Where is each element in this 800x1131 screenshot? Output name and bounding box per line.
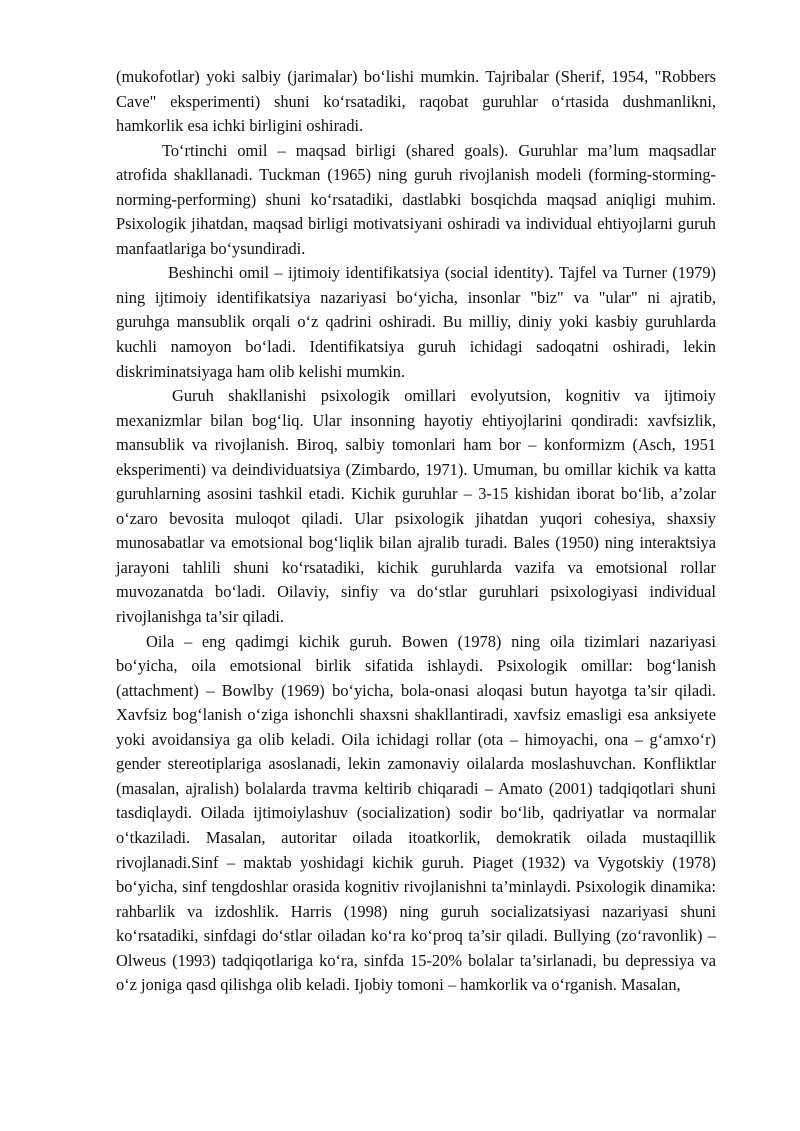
paragraph-continuation: (mukofotlar) yoki salbiy (jarimalar) bo‘lishi mumkin. Tajribalar (Sherif, 1954, "Robbers Cave" eksperimenti) shuni ko‘rsatadiki, raqobat guruhlar o‘rtasida dushmanlikni, hamkorlik esa ichki birligini oshiradi. <box>116 67 716 136</box>
paragraph-family-class: Oila – eng qadimgi kichik guruh. Bowen (1978) ning oila tizimlari nazariyasi bo‘yicha, oila emotsional birlik sifatida ishlaydi. Psixologik omillar: bog‘lanish (attachment) – Bowlby (1969) bo‘yicha, bola-onasi aloqasi butun hayotga ta’sir qiladi. Xavfsiz bog‘lanish o‘ziga ishonchli shaxsni shakllantiradi, xavfsiz emasligi esa anksiyete yoki avoidansiya ga olib keladi. Oila ichidagi rollar (ota – himoyachi, ona – g‘amxo‘r) gender stereotiplariga asoslanadi, lekin zamonaviy oilalarda moslashuvchan. Konfliktlar (masalan, ajralish) bolalarda travma keltirib chiqaradi – Amato (2001) tadqiqotlari shuni tasdiqlaydi. Oilada ijtimoiylashuv (socialization) sodir bo‘lib, qadriyatlar va normalar o‘tkaziladi. Masalan, autoritar oilada itoatkorlik, demokratik oilada mustaqillik rivojlanadi.Sinf – maktab yoshidagi kichik guruh. Piaget (1932) va Vygotskiy (1978) bo‘yicha, sinf tengdoshlar orasida kognitiv rivojlanishni ta’minlaydi. Psixologik dinamika: rahbarlik va izdoshlik. Harris (1998) ning guruh socializatsiyasi nazariyasi shuni ko‘rsatadiki, sinfdagi do‘stlar oiladan ko‘ra ko‘proq ta’sir qiladi. Bullying (zo‘ravonlik) – Olweus (1993) tadqiqotlariga ko‘ra, sinfda 15-20% bolalar ta’sirlanadi, bu depressiya va o‘z joniga qasd qilishga olib keladi. Ijobiy tomoni – hamkorlik va o‘rganish. Masalan, <box>116 631 716 995</box>
paragraph-group-formation: Guruh shakllanishi psixologik omillari evolyutsion, kognitiv va ijtimoiy mexanizmlar bilan bog‘liq. Ular insonning hayotiy ehtiyojlarini qondiradi: xavfsizlik, mansublik va rivojlanish. Biroq, salbiy tomonlari ham bor – konformizm (Asch, 1951 eksperimenti) va deindividuatsiya (Zimbardo, 1971). Umuman, bu omillar kichik va katta guruhlarning asosini tashkil etadi. Kichik guruhlar – 3-15 kishidan iborat bo‘lib, a’zolar o‘zaro bevosita muloqot qiladi. Ular psixologik jihatdan yuqori cohesiya, shaxsiy munosabatlar va emotsional bog‘liqlik bilan ajralib turadi. Bales (1950) ning interaktsiya jarayoni tahlili shuni ko‘rsatadiki, kichik guruhlarda vazifa va emotsional rollar muvozanatda bo‘ladi. Oilaviy, sinfiy va do‘stlar guruhlari psixologiyasi individual rivojlanishga ta’sir qiladi. <box>116 386 716 627</box>
paragraph-fifth-factor: Beshinchi omil – ijtimoiy identifikatsiya (social identity). Tajfel va Turner (1979) ning ijtimoiy identifikatsiya nazariyasi bo‘yicha, insonlar "biz" va "ular" ni ajratib, guruhga mansublik orqali o‘z qadrini oshiradi. Bu milliy, diniy yoki kasbiy guruhlarda kuchli namoyon bo‘ladi. Identifikatsiya guruh ichidagi sadoqatni oshiradi, lekin diskriminatsiyaga ham olib kelishi mumkin. <box>116 263 716 381</box>
paragraph-fourth-factor: To‘rtinchi omil – maqsad birligi (shared goals). Guruhlar ma’lum maqsadlar atrofida shakllanadi. Tuckman (1965) ning guruh rivojlanish modeli (forming-storming-norming-performing) shuni ko‘rsatadiki, dastlabki bosqichda maqsad aniqligi muhim. Psixologik jihatdan, maqsad birligi motivatsiyani oshiradi va individual ehtiyojlarni guruh manfaatlariga bo‘ysundiradi. <box>116 140 716 258</box>
